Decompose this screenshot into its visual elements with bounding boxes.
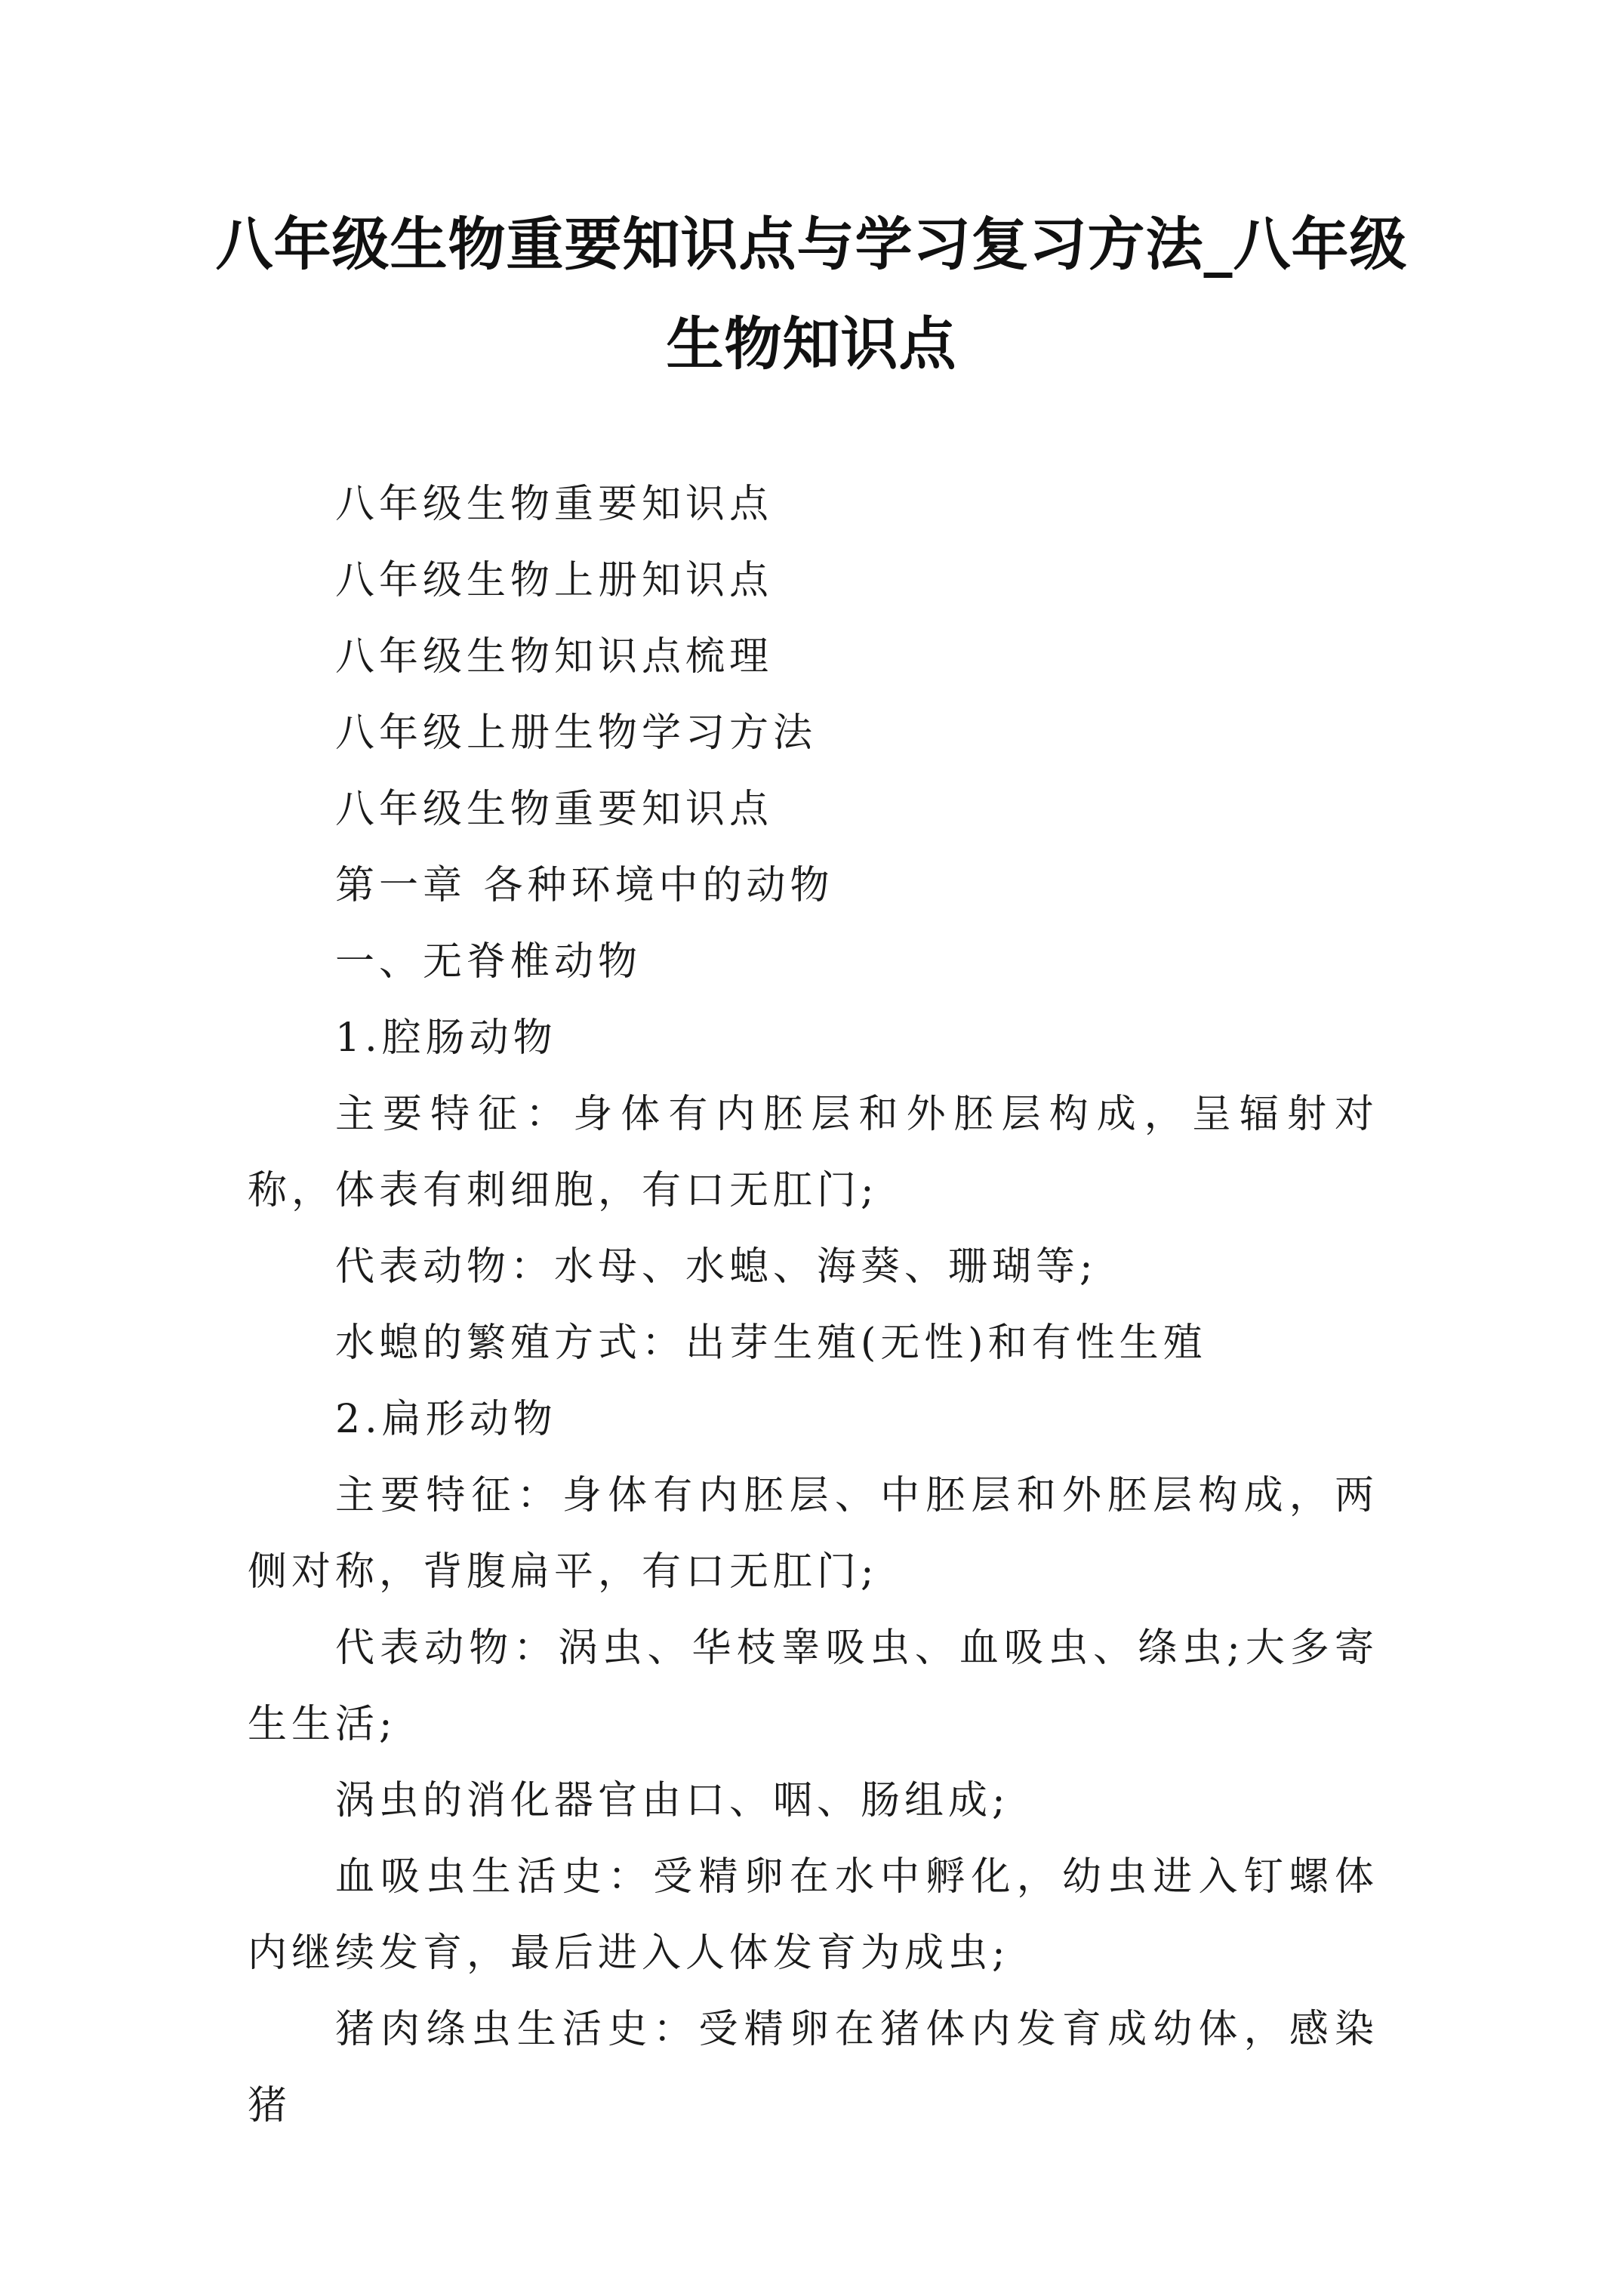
paragraph: 八年级生物上册知识点 [335,558,774,603]
paragraph: 八年级生物重要知识点 [335,787,774,832]
paragraph: 八年级生物重要知识点 [335,482,774,527]
paragraph: 代表动物：水母、水螅、海葵、珊瑚等; [335,1244,1098,1290]
paragraph: 猪肉绦虫生活史：受精卵在猪体内发育成幼体，感染猪 [248,2007,1378,2128]
document-body [248,467,1378,2144]
paragraph: 八年级上册生物学习方法 [335,710,818,756]
chapter-heading: 第一章 各种环境中的动物 [335,863,834,908]
subsection-heading: 2.扁形动物 [335,1397,557,1442]
paragraph: 主要特征：身体有内胚层和外胚层构成，呈辐射对称，体表有刺细胞，有口无肛门; [248,1092,1378,1213]
document-title: 八年级生物重要知识点与学习复习方法_八年级生物知识点 [215,211,1408,378]
subsection-heading: 1.腔肠动物 [335,1015,557,1061]
paragraph: 八年级生物知识点梳理 [335,634,774,680]
section-heading: 一、无脊椎动物 [335,939,642,985]
paragraph: 代表动物：涡虫、华枝睾吸虫、血吸虫、绦虫;大多寄生生活; [248,1626,1378,1747]
paragraph: 水螅的繁殖方式：出芽生殖(无性)和有性生殖 [335,1321,1207,1366]
paragraph: 主要特征：身体有内胚层、中胚层和外胚层构成，两侧对称，背腹扁平，有口无肛门; [248,1473,1378,1595]
paragraph: 涡虫的消化器官由口、咽、肠组成; [335,1778,1010,1823]
paragraph: 血吸虫生活史：受精卵在水中孵化，幼虫进入钉螺体内继续发育，最后进入人体发育为成虫; [248,1854,1378,1976]
